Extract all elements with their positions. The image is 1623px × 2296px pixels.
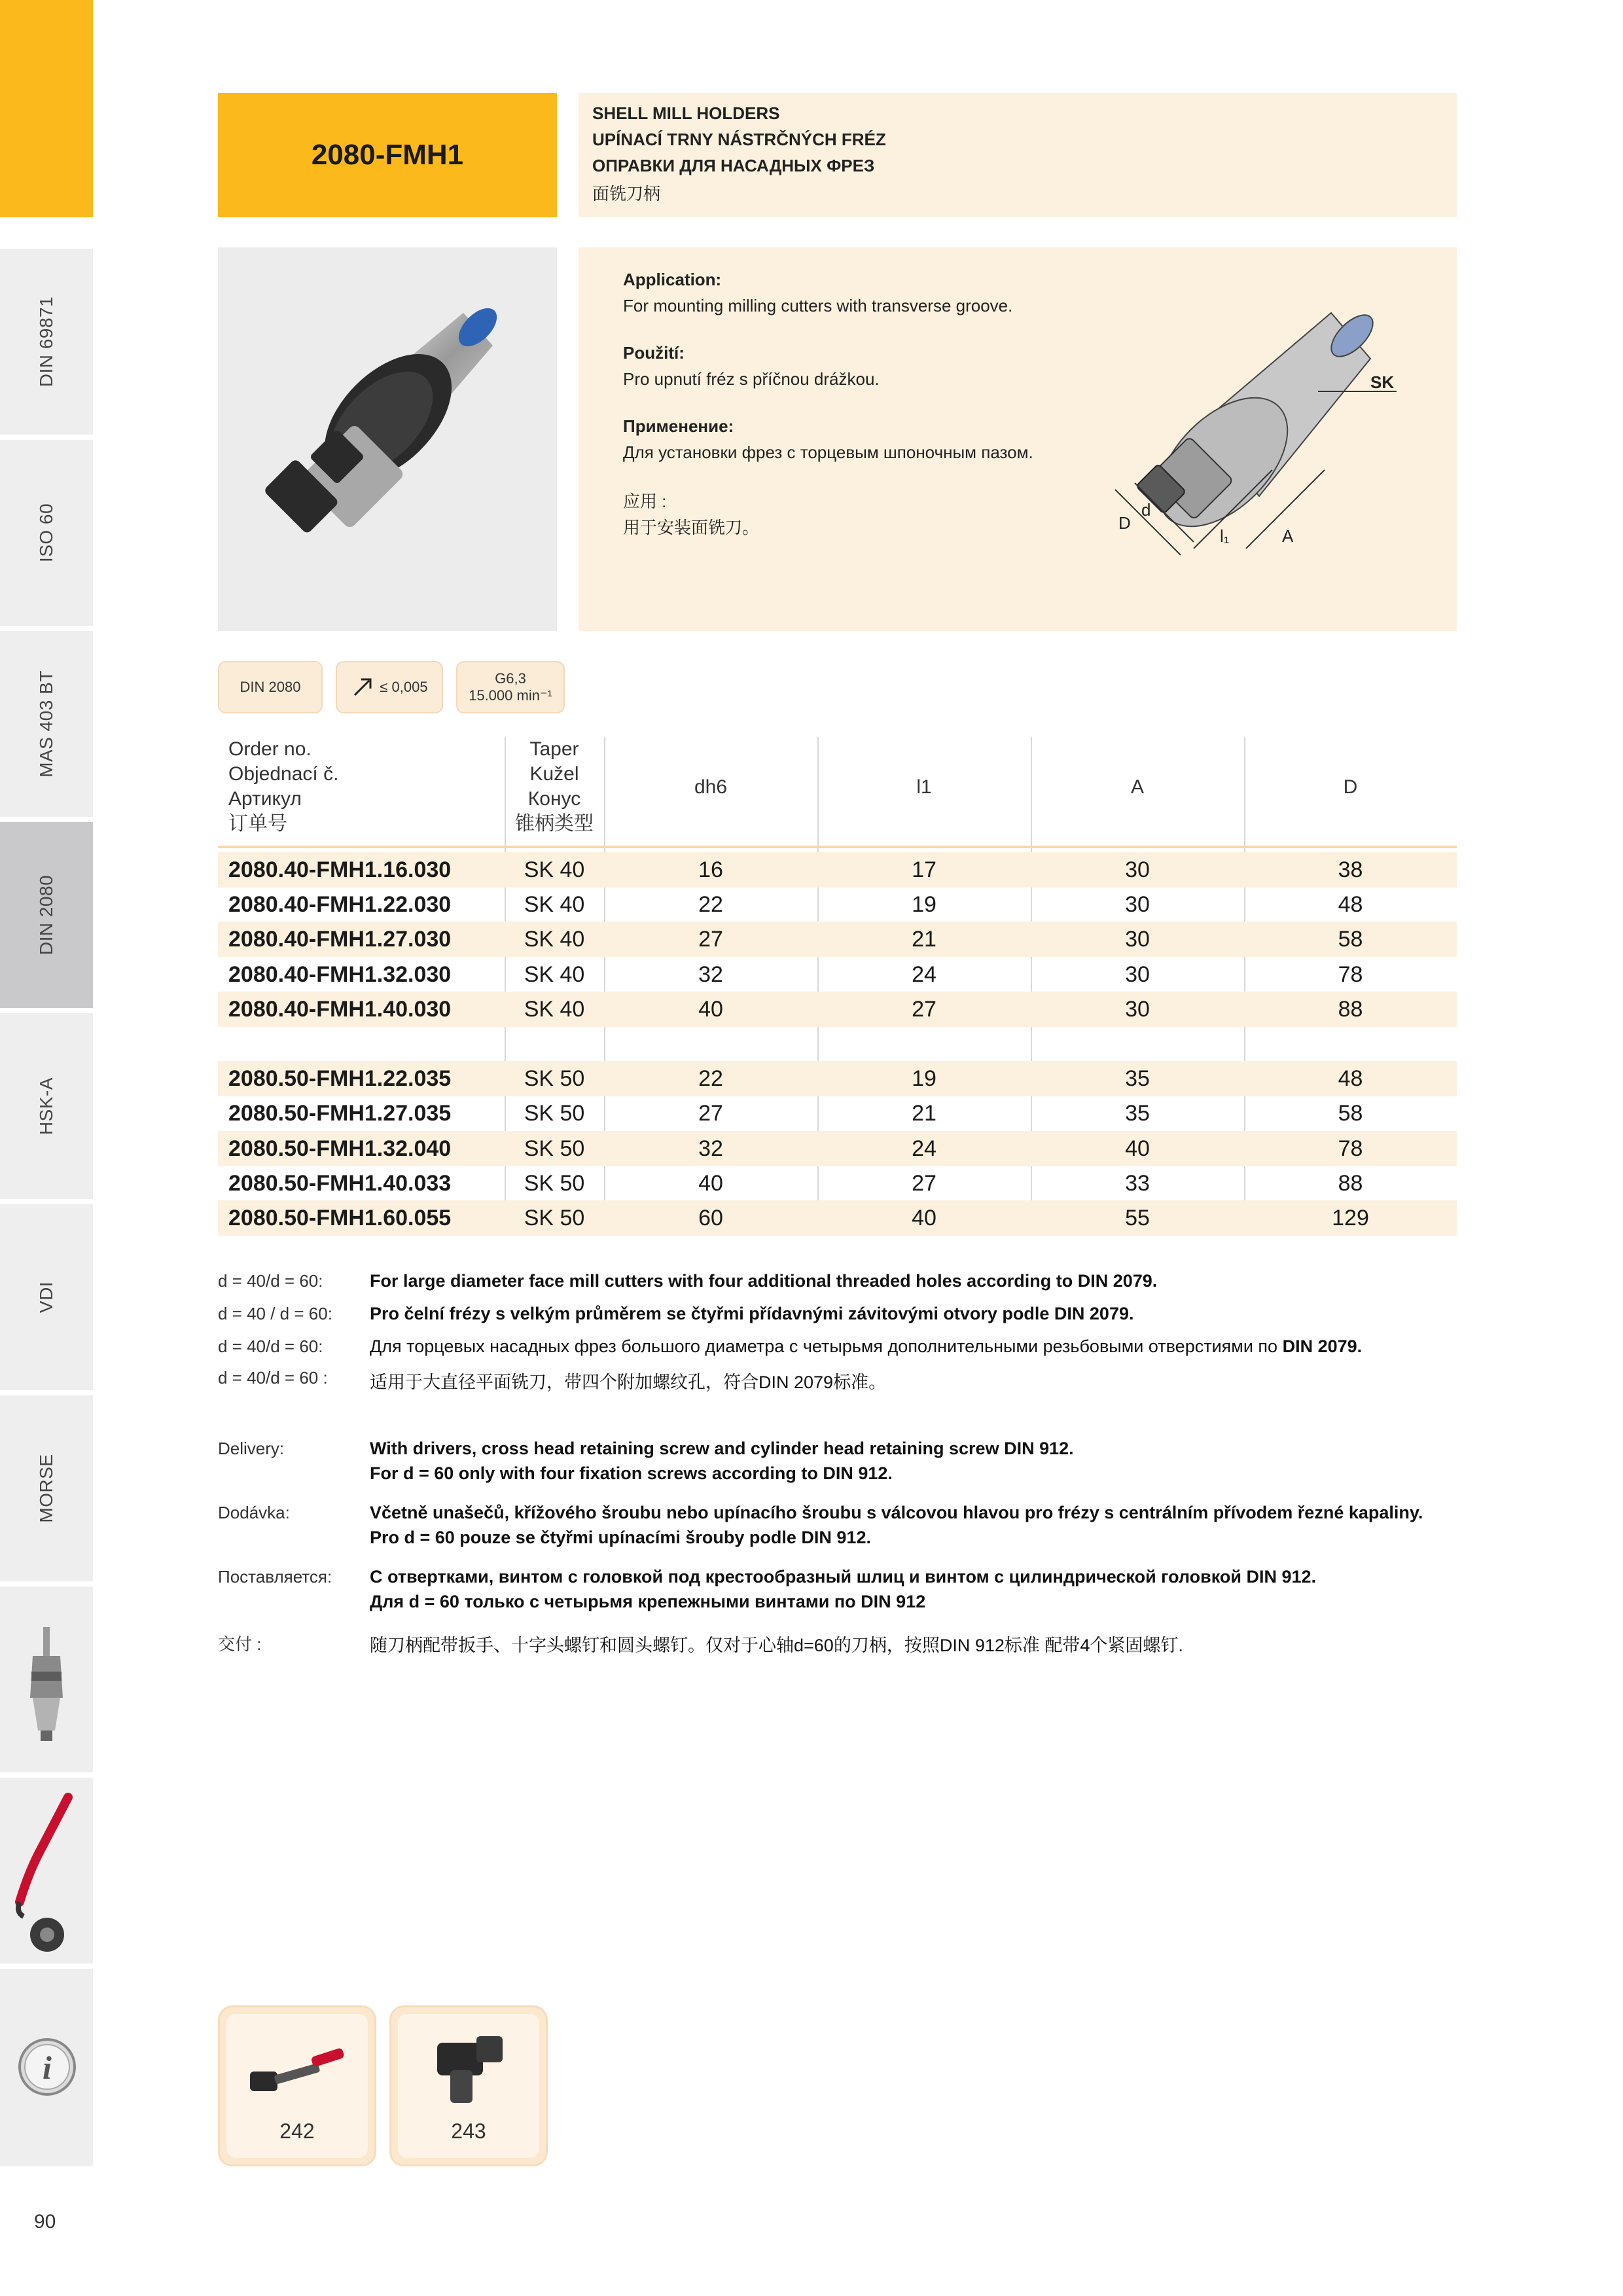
cell-taper: SK 40	[524, 927, 585, 952]
cell-a: 35	[1125, 1101, 1150, 1126]
table-row	[218, 1166, 1457, 1201]
cell-a: 30	[1125, 961, 1150, 987]
note-label-cn: d = 40/d = 60 :	[218, 1368, 328, 1388]
cell-dh6	[604, 1026, 817, 1062]
sidebar-tab-drill-chuck[interactable]	[0, 1584, 93, 1772]
sidebar-tab-din-69871[interactable]	[0, 246, 93, 435]
driver-key-icon	[424, 2030, 522, 2115]
note-text-cz: Pro čelní frézy s velkým průměrem se čtyřmi přídavnými závitovými otvory podle DIN 2079.	[370, 1304, 1134, 1323]
table-row	[218, 1061, 1457, 1096]
table-row	[218, 1131, 1457, 1166]
cell-dh6: 60	[698, 1206, 723, 1230]
sidebar-tab-label: DIN 2080	[36, 874, 56, 956]
cell-dh6: 22	[698, 892, 723, 918]
application-text-cn: 用于安装面铣刀。	[623, 518, 760, 537]
cell-a: 30	[1125, 857, 1150, 882]
cell-d: 48	[1338, 892, 1363, 918]
delivery-label-cn: 交付 :	[218, 1634, 262, 1654]
drill-chuck-icon	[0, 1587, 93, 1775]
sidebar-tab-mas-403-bt[interactable]	[0, 628, 93, 817]
table-row	[218, 887, 1457, 922]
header-dh6: dh6	[694, 776, 728, 798]
reference-tile-242[interactable]	[218, 2005, 376, 2166]
cell-dh6: 32	[698, 1136, 723, 1161]
cell-taper	[505, 1026, 604, 1062]
category-line-cz: UPÍNACÍ TRNY NÁSTRČNÝCH FRÉZ	[592, 130, 886, 149]
sidebar-tab-info[interactable]	[0, 1966, 93, 2166]
cell-a: 55	[1125, 1206, 1150, 1230]
cell-a: 30	[1125, 996, 1150, 1022]
page-number: 90	[34, 2211, 56, 2233]
category-line-en: SHELL MILL HOLDERS	[592, 103, 780, 123]
note-label-cz: d = 40 / d = 60:	[218, 1304, 332, 1323]
header-l1: l1	[916, 776, 932, 798]
application-text-cz: Pro upnutí fréz s příčnou drážkou.	[623, 369, 880, 389]
table-row	[218, 852, 1457, 888]
cell-d: 58	[1338, 927, 1363, 952]
product-photo	[218, 247, 557, 631]
product-title: 2080-FMH1	[218, 93, 557, 217]
cell-l1: 24	[912, 961, 936, 987]
runout-arrow-icon	[351, 675, 374, 699]
info-icon	[0, 1969, 93, 2169]
delivery-line-cz-1: Včetně unašečů, křížového šroubu nebo upínacího šroubu s válcovou hlavou pro frézy s centrálním přívodem řezné kapaliny.	[370, 1503, 1423, 1522]
application-text-en: For mounting milling cutters with transverse groove.	[623, 296, 1013, 315]
cell-a	[1031, 1026, 1244, 1062]
table-row	[218, 957, 1457, 992]
delivery-line-cz-2: Pro d = 60 pouze se čtyřmi upínacími šrouby podle DIN 912.	[370, 1528, 871, 1547]
cell-dh6: 22	[698, 1066, 723, 1092]
application-heading-cz: Použití:	[623, 343, 685, 363]
cell-d: 48	[1338, 1066, 1363, 1092]
delivery-line-cn-1: 随刀柄配带扳手、十字头螺钉和圆头螺钉。仅对于心轴d=60的刀柄，按照DIN 912标准 配带4个紧固螺钉.	[370, 1636, 1183, 1655]
diagram-label-A: A	[1282, 526, 1294, 546]
cell-l1: 21	[912, 927, 936, 952]
table-row	[218, 1096, 1457, 1131]
cell-order: 2080.40-FMH1.22.030	[228, 892, 452, 918]
cell-dh6: 16	[698, 857, 723, 882]
balance-speed: 15.000 min⁻¹	[469, 687, 552, 704]
cell-order: 2080.50-FMH1.60.055	[228, 1206, 452, 1230]
sidebar-tab-iso-60[interactable]	[0, 437, 93, 626]
cell-l1: 19	[912, 1066, 936, 1092]
balance-badge	[456, 661, 565, 713]
cell-a: 40	[1125, 1136, 1150, 1161]
table-row	[218, 1200, 1457, 1236]
cell-d: 78	[1338, 961, 1363, 987]
cell-taper: SK 40	[524, 996, 585, 1022]
category-line-cn: 面铣刀柄	[592, 184, 661, 204]
cell-l1: 40	[912, 1206, 936, 1230]
cell-taper: SK 50	[524, 1101, 585, 1126]
note-text-ru: Для торцевых насадных фрез большого диаметра с четырьмя дополнительными резьбовыми отверстиями по DIN 2079.	[370, 1336, 1363, 1356]
runout-value: ≤ 0,005	[380, 679, 428, 695]
reference-number: 242	[279, 2119, 315, 2143]
cell-d: 58	[1338, 1101, 1363, 1126]
sidebar-tab-morse[interactable]	[0, 1393, 93, 1581]
sidebar-tab-din-2080[interactable]	[0, 819, 93, 1008]
cell-d: 78	[1338, 1136, 1363, 1161]
runout-badge	[336, 661, 443, 713]
hook-wrench-icon	[0, 1778, 93, 1966]
cell-dh6: 27	[698, 1101, 723, 1126]
sidebar-tab-label: HSK-A	[36, 1077, 56, 1136]
cell-taper: SK 40	[524, 857, 585, 882]
product-category-header	[579, 93, 1457, 217]
delivery-line-en-2: For d = 60 only with four fixation screws according to DIN 912.	[370, 1463, 893, 1483]
cell-a: 33	[1125, 1170, 1150, 1196]
note-label-en: d = 40/d = 60:	[218, 1271, 323, 1291]
sidebar-tab-label: DIN 69871	[36, 296, 56, 387]
cell-order: 2080.40-FMH1.40.030	[228, 996, 452, 1022]
application-heading-en: Application:	[623, 270, 722, 289]
application-heading-ru: Применение:	[623, 416, 734, 436]
note-label-ru: d = 40/d = 60:	[218, 1336, 323, 1356]
svg-text:i: i	[43, 2049, 52, 2086]
cell-dh6: 32	[698, 961, 723, 987]
sidebar-tab-hsk-a[interactable]	[0, 1011, 93, 1199]
dimension-diagram	[1096, 287, 1436, 614]
diagram-label-sk: SK	[1370, 372, 1395, 392]
application-heading-cn: 应用 :	[623, 492, 667, 511]
sidebar-tab-label: MAS 403 BT	[36, 670, 56, 778]
cell-order: 2080.50-FMH1.27.035	[228, 1101, 452, 1126]
table-row	[218, 992, 1457, 1027]
shell-mill-holder-image	[218, 247, 557, 631]
sidebar	[0, 0, 93, 2166]
cell-order: 2080.50-FMH1.40.033	[228, 1170, 452, 1196]
reference-tile-243[interactable]	[389, 2005, 548, 2166]
application-panel	[579, 247, 1457, 631]
sidebar-tab-label: MORSE	[36, 1454, 56, 1523]
cell-l1: 21	[912, 1101, 936, 1126]
cell-d: 129	[1332, 1206, 1369, 1230]
note-text-cn: 适用于大直径平面铣刀，带四个附加螺纹孔，符合DIN 2079标准。	[370, 1372, 887, 1392]
cell-order: 2080.40-FMH1.32.030	[228, 961, 452, 987]
norm-badge	[218, 661, 323, 713]
cell-order: 2080.50-FMH1.32.040	[228, 1136, 452, 1161]
note-text-en: For large diameter face mill cutters with four additional threaded holes according to DIN 2079.	[370, 1271, 1158, 1291]
sidebar-tab-wrench[interactable]	[0, 1775, 93, 1964]
wrench-icon	[246, 2034, 351, 2112]
delivery-label-cz: Dodávka:	[218, 1503, 290, 1522]
delivery-line-ru-2: Для d = 60 только с четырьмя крепежными винтами по DIN 912	[370, 1592, 926, 1611]
header-A: A	[1130, 776, 1144, 798]
cell-a: 30	[1125, 892, 1150, 918]
cell-a: 30	[1125, 927, 1150, 952]
diagram-label-l1: l₁	[1220, 526, 1230, 546]
delivery-label-en: Delivery:	[218, 1439, 285, 1458]
cell-l1: 27	[912, 996, 936, 1022]
cell-d: 38	[1338, 857, 1363, 882]
cell-a: 35	[1125, 1066, 1150, 1092]
cell-l1: 19	[912, 892, 936, 918]
cell-taper: SK 50	[524, 1136, 585, 1161]
cell-l1	[817, 1026, 1031, 1062]
sidebar-tab-label: VDI	[36, 1281, 56, 1314]
cell-d: 88	[1338, 1170, 1363, 1196]
cell-taper: SK 50	[524, 1066, 585, 1092]
cell-dh6: 40	[698, 996, 723, 1022]
table-spacer-row	[218, 1026, 1457, 1062]
balance-grade: G6,3	[495, 670, 526, 687]
header-D: D	[1343, 776, 1358, 798]
sidebar-tab-label: ISO 60	[36, 503, 56, 563]
cell-taper: SK 40	[524, 961, 585, 987]
cell-l1: 24	[912, 1136, 936, 1161]
cell-order: 2080.40-FMH1.16.030	[228, 857, 452, 882]
delivery-line-ru-1: С отвертками, винтом с головкой под крестообразный шлиц и винтом с цилиндрической головкой DIN 912.	[370, 1567, 1317, 1587]
norm-badge-text: DIN 2080	[240, 679, 301, 695]
table-row	[218, 922, 1457, 957]
sidebar-tab-vdi[interactable]	[0, 1202, 93, 1390]
cell-d: 88	[1338, 996, 1363, 1022]
cell-l1: 17	[912, 857, 936, 882]
cell-taper: SK 50	[524, 1206, 585, 1230]
header-taper: Taper Kužel Конус 锥柄类型	[515, 738, 594, 834]
delivery-line-en-1: With drivers, cross head retaining screw and cylinder head retaining screw DIN 912.	[370, 1439, 1074, 1458]
header-order: Order no. Objednací č. Артикул 订单号	[228, 738, 339, 834]
diagram-label-d: d	[1141, 500, 1151, 520]
cell-dh6: 27	[698, 927, 723, 952]
delivery-label-ru: Поставляется:	[218, 1567, 332, 1587]
cell-taper: SK 50	[524, 1170, 585, 1196]
sidebar-accent-block	[0, 0, 93, 217]
application-text-ru: Для установки фрез с торцевым шпоночным пазом.	[623, 442, 1033, 462]
cell-order: 2080.40-FMH1.27.030	[228, 927, 452, 952]
cell-d	[1244, 1026, 1457, 1062]
cell-l1: 27	[912, 1170, 936, 1196]
category-line-ru: ОПРАВКИ ДЛЯ НАСАДНЫХ ФРЕЗ	[592, 156, 875, 175]
reference-number: 243	[451, 2119, 486, 2143]
cell-taper: SK 40	[524, 892, 585, 918]
cell-dh6: 40	[698, 1170, 723, 1196]
cell-order: 2080.50-FMH1.22.035	[228, 1066, 452, 1092]
diagram-label-D: D	[1118, 513, 1131, 533]
